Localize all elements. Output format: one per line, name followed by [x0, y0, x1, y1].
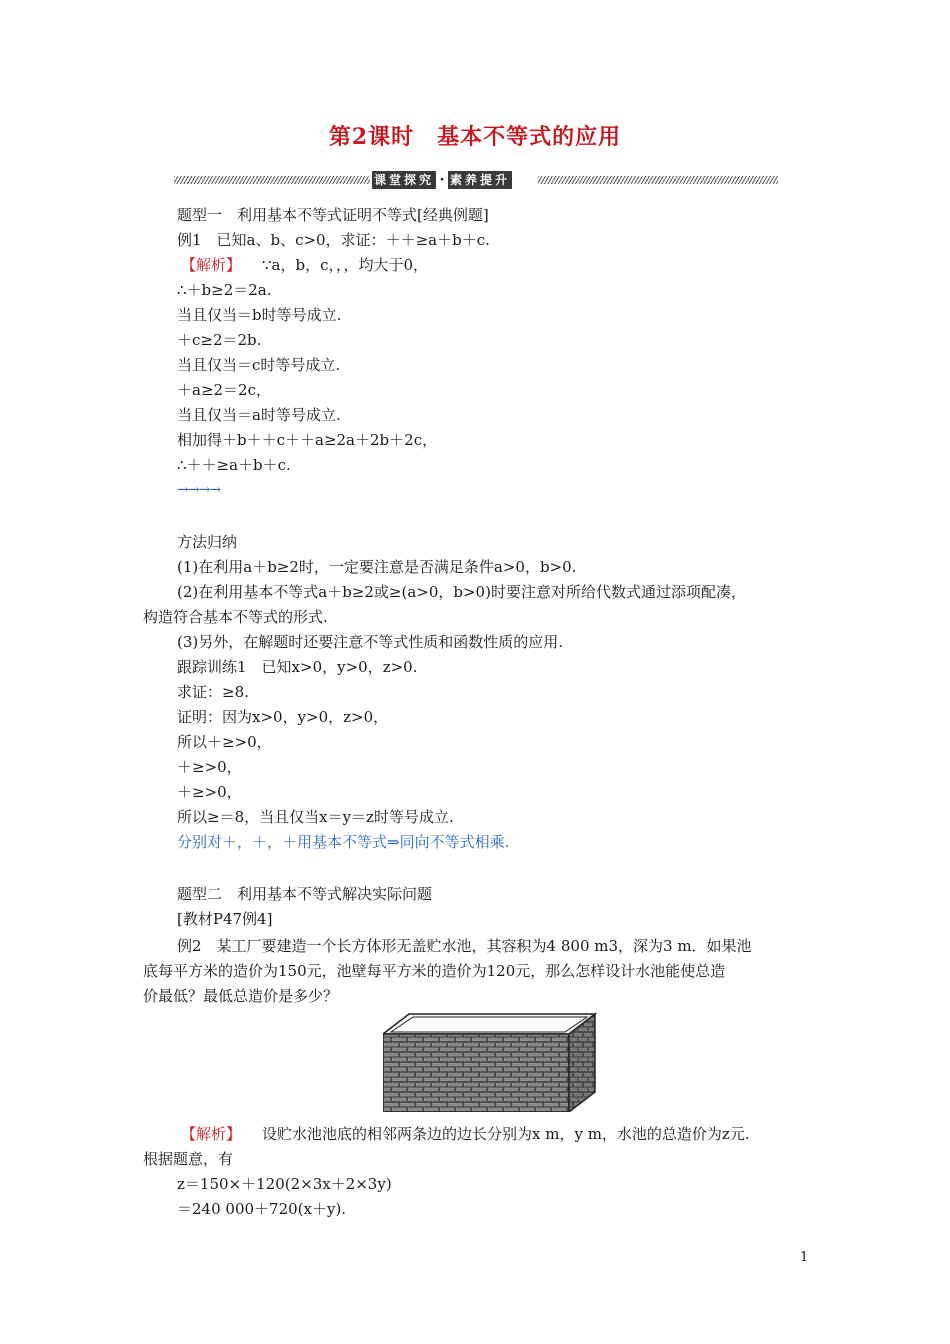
proof-line: ＋c≥2＝2b. [177, 331, 262, 349]
practice-statement: 跟踪训练1 已知x>0，y>0，z>0. [177, 658, 418, 676]
method-item: (1)在利用a＋b≥2时，一定要注意是否满足条件a>0，b>0. [177, 558, 577, 576]
banner-stripe-left [174, 176, 370, 184]
arrow-hint: →→→→ [177, 482, 220, 498]
practice-goal: 求证：≥8. [177, 683, 249, 701]
page-title: 第2课时 基本不等式的应用 [328, 124, 622, 150]
practice-proof-line: ＋≥>0， [177, 758, 242, 776]
proof-line: 当且仅当＝b时等号成立. [177, 306, 342, 324]
method-heading: 方法归纳 [177, 533, 238, 551]
solution-equation: ＝240 000＋720(x＋y). [177, 1200, 347, 1218]
example-2-statement: 例2 某工厂要建造一个长方体形无盖贮水池，其容积为4 800 m3，深为3 m．如果池 [177, 937, 752, 955]
solution-equation: z＝150×＋120(2×3x＋2×3y) [177, 1175, 392, 1193]
analysis-label-2: 【解析】 [181, 1125, 242, 1143]
section-banner [174, 170, 778, 190]
practice-proof-line: 所以＋≥>0， [177, 733, 272, 751]
banner-badges [372, 170, 512, 190]
heading-type-1: 题型一 利用基本不等式证明不等式[经典例题] [177, 206, 489, 224]
banner-stripe-right [538, 176, 778, 184]
example-2-statement-continued: 价最低？最低总造价是多少？ [143, 987, 339, 1005]
practice-hint: 分别对＋，＋，＋用基本不等式⇒同向不等式相乘. [177, 833, 510, 851]
method-item: (3)另外，在解题时还要注意不等式性质和函数性质的应用. [177, 633, 564, 651]
solution-line: 根据题意，有 [143, 1150, 234, 1168]
example-2-statement-continued: 底每平方米的造价为150元，池壁每平方米的造价为120元，那么怎样设计水池能使总造 [143, 962, 726, 980]
method-item: (2)在利用基本不等式a＋b≥2或≥(a>0，b>0)时要注意对所给代数式通过添项配凑， [177, 583, 746, 601]
analysis-label: 【解析】 [181, 256, 242, 274]
banner-dot: · [439, 172, 445, 188]
page-number: 1 [800, 1250, 809, 1265]
heading-type-2: 题型二 利用基本不等式解决实际问题 [177, 885, 433, 903]
example-1-statement: 例1 已知a、b、c>0，求证：＋＋≥a＋b＋c. [177, 231, 490, 249]
solution-line: 设贮水池池底的相邻两条边的边长分别为x m，y m，水池的总造价为z元. [262, 1125, 750, 1143]
proof-line: ∴＋b≥2＝2a. [177, 281, 272, 299]
proof-line: 相加得＋b＋＋c＋＋a≥2a＋2b＋2c， [177, 431, 438, 449]
proof-line: 当且仅当＝c时等号成立. [177, 356, 341, 374]
proof-line: ＋a≥2＝2c， [177, 381, 271, 399]
method-item-continued: 构造符合基本不等式的形式. [143, 608, 328, 626]
banner-label-improve: 素养提升 [450, 173, 511, 187]
proof-line: 当且仅当＝a时等号成立. [177, 406, 341, 424]
proof-line: ∵a，b，c，，，均大于0， [262, 256, 429, 274]
practice-proof-line: 所以≥＝8，当且仅当x＝y＝z时等号成立. [177, 808, 454, 826]
proof-conclusion: ∴＋＋≥a＋b＋c. [177, 456, 291, 474]
water-tank-illustration [383, 1012, 599, 1112]
banner-label-explore: 课堂探究 [374, 173, 435, 187]
textbook-reference: [教材P47例4] [177, 910, 273, 928]
practice-proof-line: 证明：因为x>0，y>0，z>0， [177, 708, 389, 726]
practice-proof-line: ＋≥>0， [177, 783, 242, 801]
